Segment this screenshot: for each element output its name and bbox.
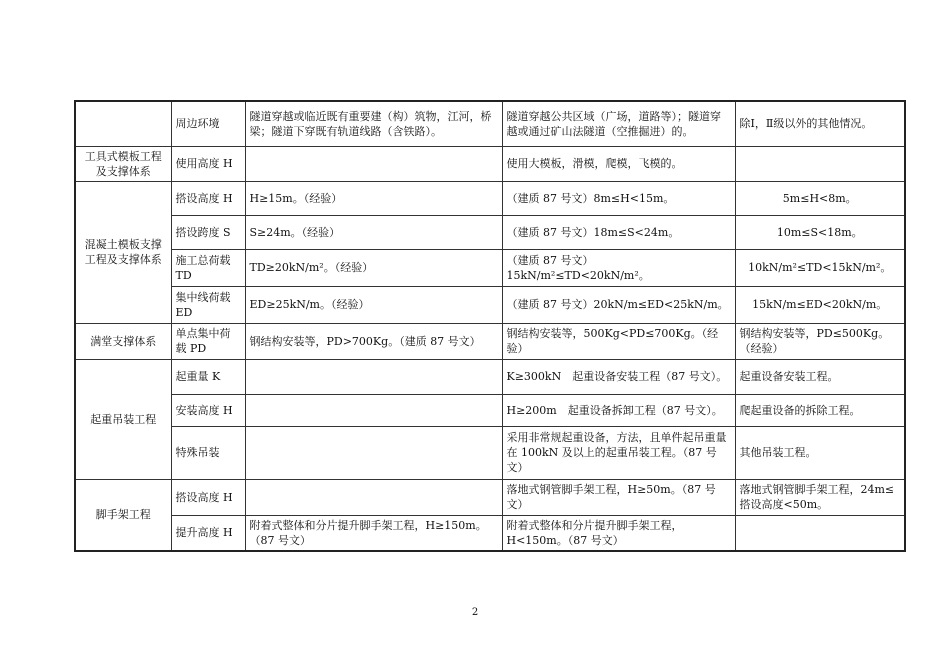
item-cell: 单点集中荷载 PD: [171, 323, 245, 359]
category-cell: [75, 101, 171, 146]
level1-cell: [245, 426, 502, 479]
level2-cell: （建质 87 号文）18m≤S<24m。: [502, 215, 735, 249]
table-row: [75, 394, 905, 426]
level1-cell: 隧道穿越或临近既有重要建（构）筑物，江河，桥梁；隧道下穿既有轨道线路（含铁路）。: [245, 101, 502, 146]
level3-cell: [735, 146, 905, 181]
level2-cell: K≥300kN 起重设备安装工程（87 号文）。: [502, 359, 735, 394]
item-cell: 特殊吊装: [171, 426, 245, 479]
level3-cell: 钢结构安装等，PD≤500Kg。（经验）: [735, 323, 905, 359]
item-cell: 周边环境: [171, 101, 245, 146]
level2-cell: 钢结构安装等，500Kg<PD≤700Kg。（经验）: [502, 323, 735, 359]
level2-cell: 使用大模板，滑模，爬模，飞模的。: [502, 146, 735, 181]
level2-cell: 落地式钢管脚手架工程，H≥50m。（87 号文）: [502, 479, 735, 515]
category-cell: 混凝土模板支撑工程及支撑体系: [75, 181, 171, 323]
table-row: [75, 181, 905, 215]
item-cell: 施工总荷载 TD: [171, 249, 245, 286]
category-cell: 脚手架工程: [75, 479, 171, 551]
level1-cell: [245, 479, 502, 515]
level1-cell: ED≥25kN/m。（经验）: [245, 286, 502, 323]
table-row: [75, 479, 905, 515]
item-cell: 集中线荷载 ED: [171, 286, 245, 323]
level1-cell: [245, 359, 502, 394]
table-row: [75, 323, 905, 359]
level2-cell: 采用非常规起重设备，方法，且单件起吊重量在 100kN 及以上的起重吊装工程。（87 号文）: [502, 426, 735, 479]
table-row: [75, 515, 905, 551]
level3-cell: 除Ⅰ，Ⅱ级以外的其他情况。: [735, 101, 905, 146]
level1-cell: [245, 394, 502, 426]
table-row: [75, 286, 905, 323]
item-cell: 搭设跨度 S: [171, 215, 245, 249]
category-cell: 满堂支撑体系: [75, 323, 171, 359]
level1-cell: TD≥20kN/m²。（经验）: [245, 249, 502, 286]
table-row: [75, 426, 905, 479]
item-cell: 起重量 K: [171, 359, 245, 394]
level2-cell: 附着式整体和分片提升脚手架工程，H<150m。（87 号文）: [502, 515, 735, 551]
level3-cell: 落地式钢管脚手架工程，24m≤搭设高度<50m。: [735, 479, 905, 515]
level1-cell: 钢结构安装等，PD>700Kg。（建质 87 号文）: [245, 323, 502, 359]
table-row: [75, 359, 905, 394]
level2-cell: （建质 87 号文）15kN/m²≤TD<20kN/m²。: [502, 249, 735, 286]
level2-cell: （建质 87 号文）20kN/m≤ED<25kN/m。: [502, 286, 735, 323]
classification-table: [74, 100, 906, 552]
level3-cell: 5m≤H<8m。: [735, 181, 905, 215]
table-row: [75, 215, 905, 249]
level3-cell: 15kN/m≤ED<20kN/m。: [735, 286, 905, 323]
level3-cell: 爬起重设备的拆除工程。: [735, 394, 905, 426]
level2-cell: H≥200m 起重设备拆卸工程（87 号文）。: [502, 394, 735, 426]
level2-cell: （建质 87 号文）8m≤H<15m。: [502, 181, 735, 215]
level2-cell: 隧道穿越公共区域（广场，道路等）；隧道穿越或通过矿山法隧道（空推掘进）的。: [502, 101, 735, 146]
level3-cell: 10m≤S<18m。: [735, 215, 905, 249]
page-number: 2: [471, 607, 479, 618]
level3-cell: [735, 515, 905, 551]
level3-cell: 其他吊装工程。: [735, 426, 905, 479]
item-cell: 搭设高度 H: [171, 181, 245, 215]
level1-cell: H≥15m。（经验）: [245, 181, 502, 215]
category-cell: 起重吊装工程: [75, 359, 171, 479]
table-row: [75, 249, 905, 286]
table-row: [75, 101, 905, 146]
item-cell: 使用高度 H: [171, 146, 245, 181]
item-cell: 搭设高度 H: [171, 479, 245, 515]
level3-cell: 起重设备安装工程。: [735, 359, 905, 394]
table-row: [75, 146, 905, 181]
category-cell: 工具式模板工程及支撑体系: [75, 146, 171, 181]
level3-cell: 10kN/m²≤TD<15kN/m²。: [735, 249, 905, 286]
level1-cell: [245, 146, 502, 181]
level1-cell: 附着式整体和分片提升脚手架工程，H≥150m。（87 号文）: [245, 515, 502, 551]
item-cell: 提升高度 H: [171, 515, 245, 551]
level1-cell: S≥24m。（经验）: [245, 215, 502, 249]
item-cell: 安装高度 H: [171, 394, 245, 426]
